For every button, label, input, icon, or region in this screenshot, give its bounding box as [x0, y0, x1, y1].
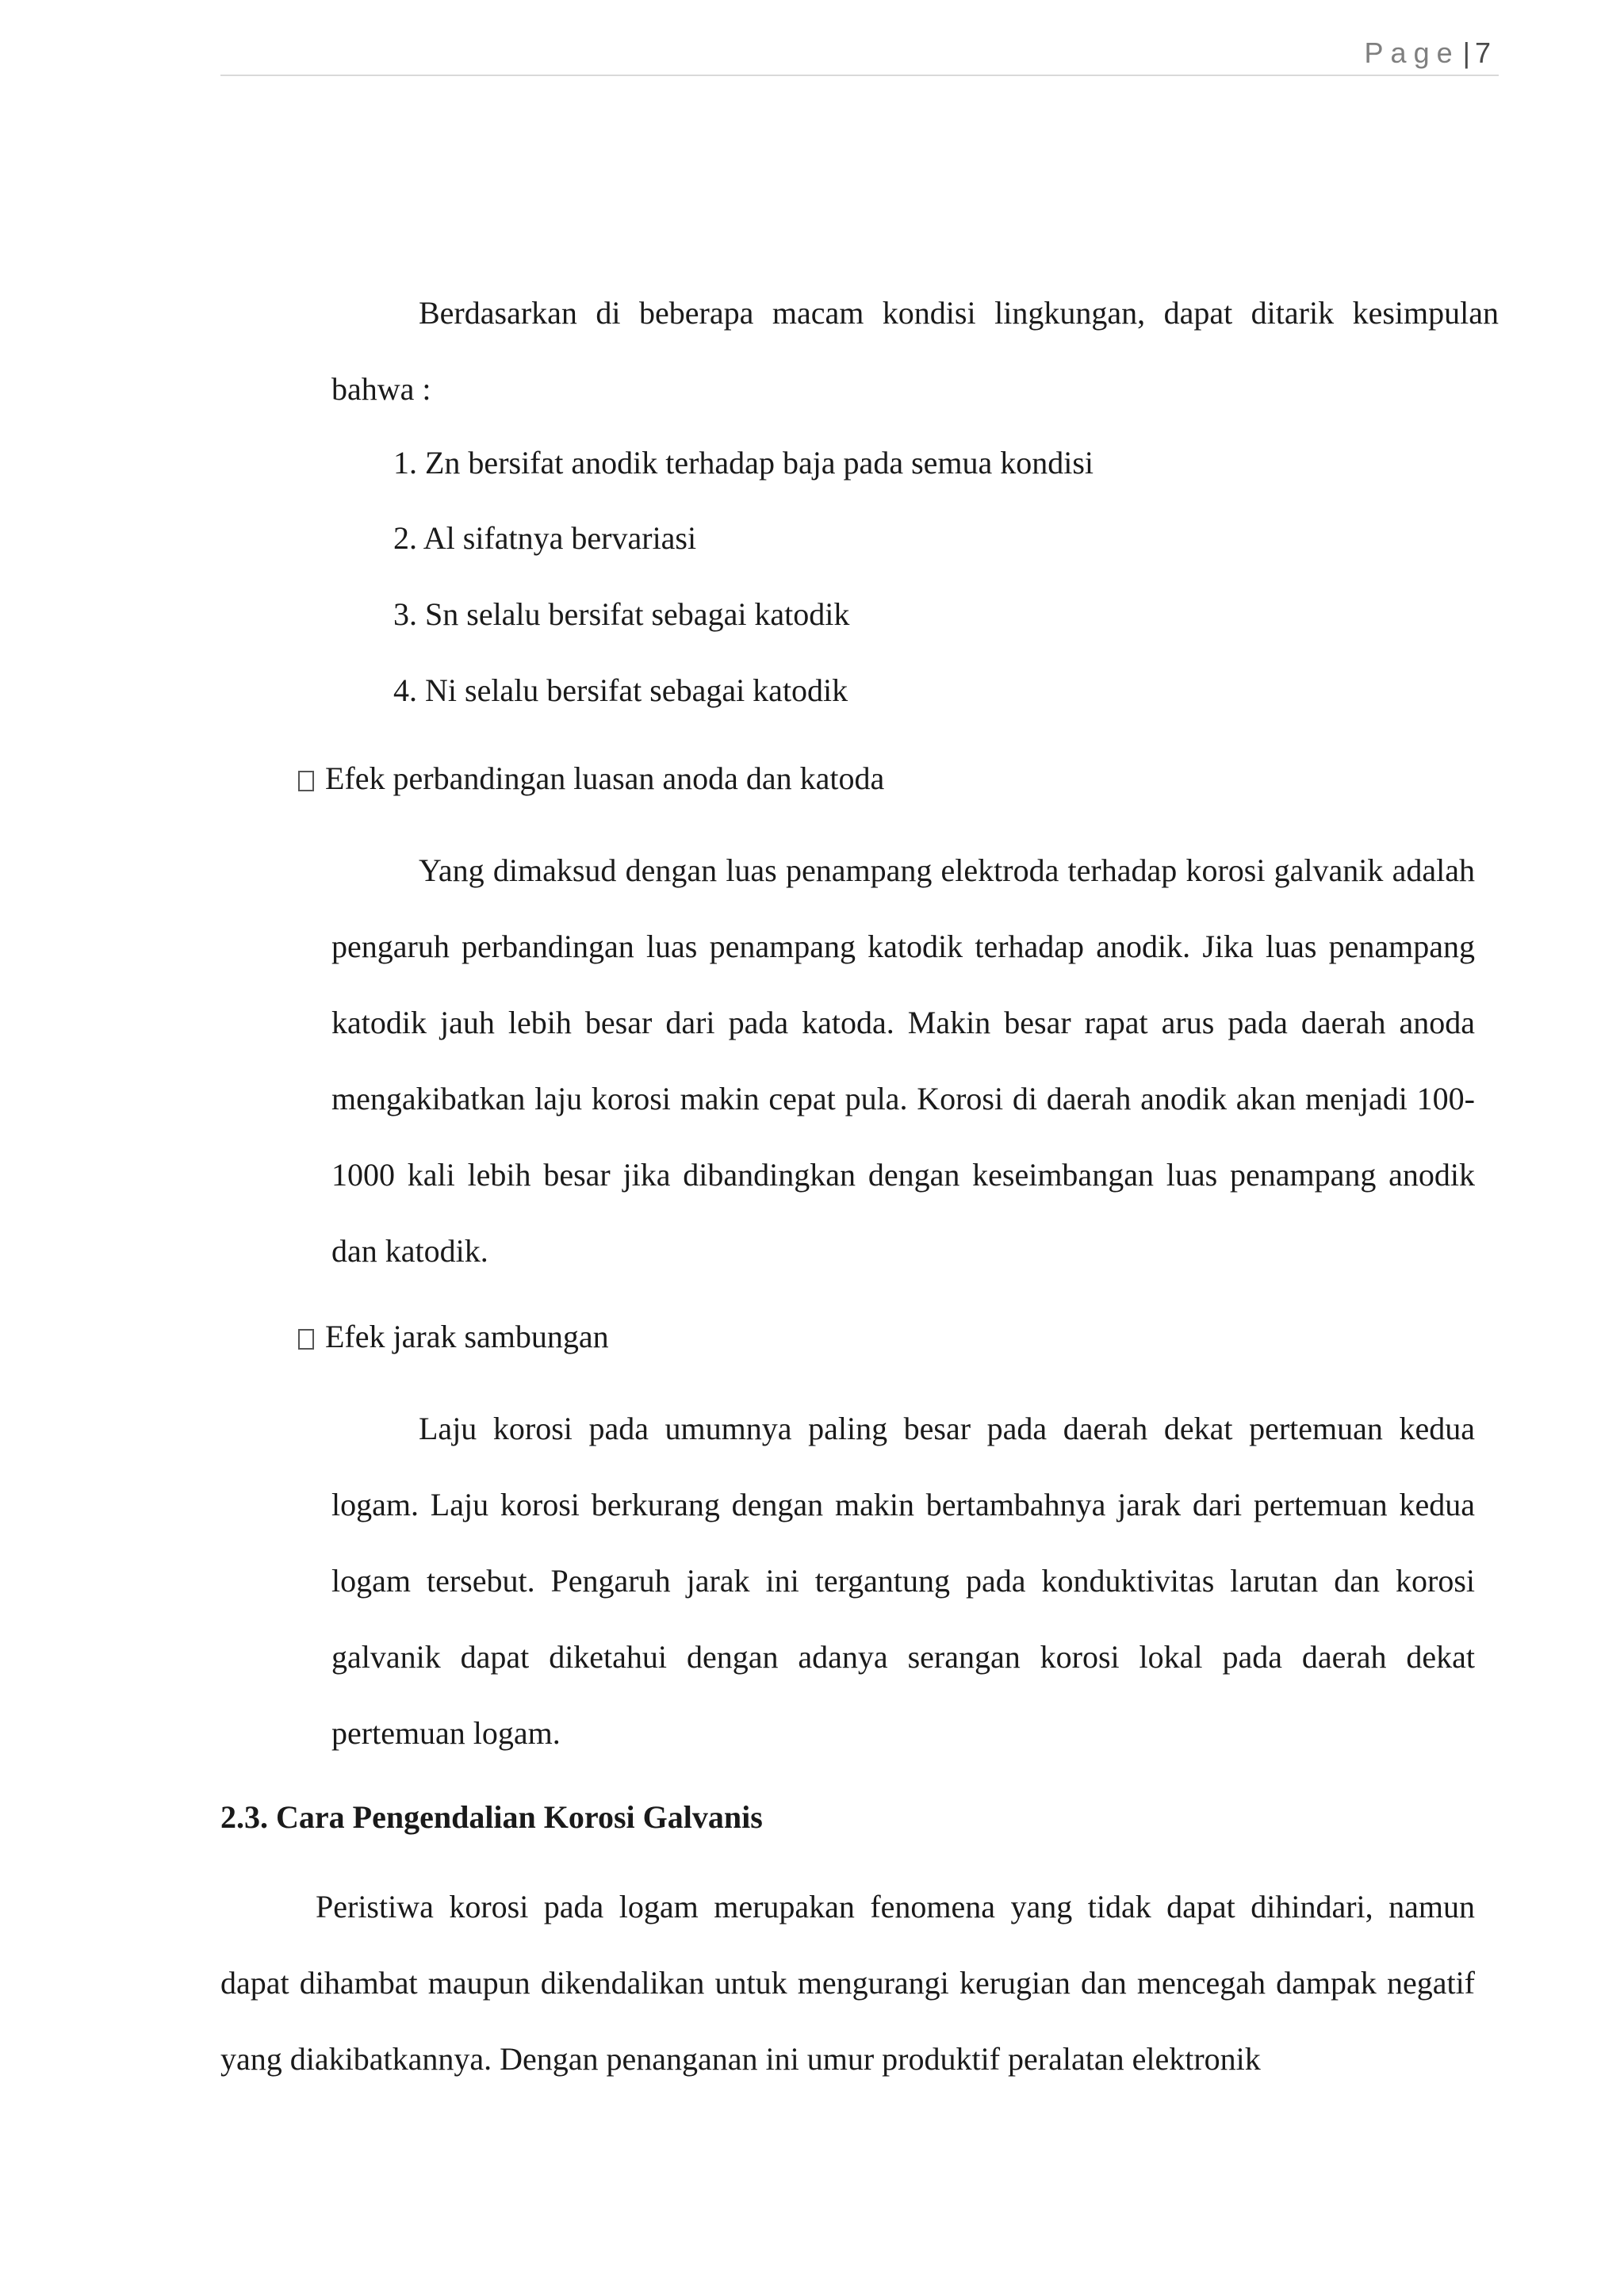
- bullet-distance-effect: [298, 1318, 609, 1356]
- conclusion-item-2: 2. Al sifatnya bervariasi: [393, 520, 697, 556]
- page-number: 7: [1474, 36, 1491, 69]
- section-2-3-paragraph: Peristiwa korosi pada logam merupakan fenomena yang tidak dapat dihindari, namun dapat dihambat maupun dikendalikan untuk mengurangi kerugian dan mencegah dampak negatif yang diakibatkannya. Dengan penanganan ini umur produktif peralatan elektronik: [220, 1889, 1475, 2077]
- page-separator: |: [1462, 36, 1470, 69]
- conclusion-item-4: 4. Ni selalu bersifat sebagai katodik: [393, 672, 848, 708]
- conclusion-item-3: 3. Sn selalu bersifat sebagai katodik: [393, 596, 850, 632]
- conclusion-item-1: 1. Zn bersifat anodik terhadap baja pada semua kondisi: [393, 445, 1094, 481]
- bullet-area-label: Efek perbandingan luasan anoda dan katoda: [325, 760, 885, 796]
- section-heading-2-3: 2.3. Cara Pengendalian Korosi Galvanis: [220, 1799, 763, 1835]
- area-effect-paragraph: Yang dimaksud dengan luas penampang elektroda terhadap korosi galvanik adalah pengaruh perbandingan luas penampang katodik terhadap anodik. Jika luas penampang katodik jauh lebih besar dari pada katoda. Makin besar rapat arus pada daerah anoda mengakibatkan laju korosi makin cepat pula. Korosi di daerah anodik akan menjadi 100-1000 kali lebih besar jika dibandingkan dengan keseimbangan luas penampang anodik dan katodik.: [331, 852, 1475, 1269]
- page-word: Page: [1364, 36, 1460, 69]
- bullet-distance-label: Efek jarak sambungan: [325, 1319, 609, 1354]
- intro-paragraph: Berdasarkan di beberapa macam kondisi lingkungan, dapat ditarik kesimpulan bahwa :: [331, 295, 1499, 407]
- bullet-box-icon: [298, 771, 314, 791]
- distance-effect-paragraph: Laju korosi pada umumnya paling besar pada daerah dekat pertemuan kedua logam. Laju korosi berkurang dengan makin bertambahnya jarak dari pertemuan kedua logam tersebut. Pengaruh jarak ini tergantung pada konduktivitas larutan dan korosi galvanik dapat diketahui dengan adanya serangan korosi lokal pada daerah dekat pertemuan logam.: [331, 1411, 1475, 1751]
- page-header: [220, 32, 1499, 76]
- bullet-box-icon: [298, 1329, 314, 1350]
- bullet-area-effect: [298, 760, 884, 798]
- page-number-label: [1365, 36, 1491, 70]
